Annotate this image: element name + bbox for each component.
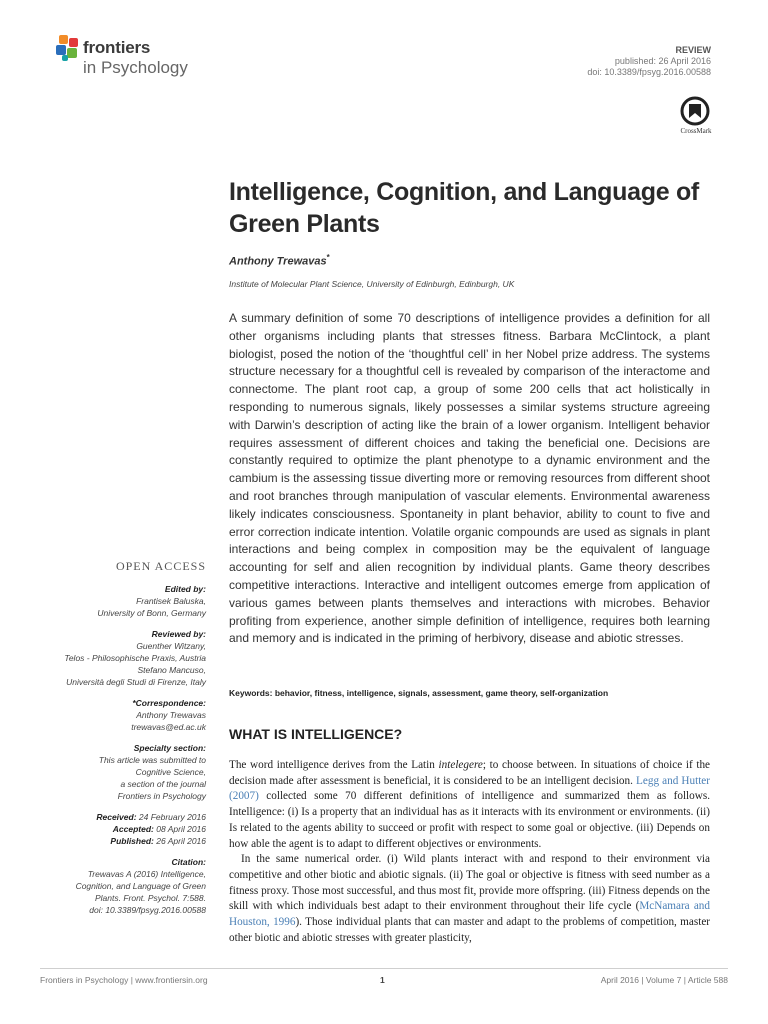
correspondence-block bbox=[40, 697, 206, 733]
accepted-date: Accepted: 08 April 2016 bbox=[112, 824, 206, 834]
body-paragraph bbox=[229, 852, 710, 946]
specialty-section-block bbox=[40, 742, 206, 802]
specialty-label: Specialty section: bbox=[133, 743, 206, 753]
published-date-side: Published: 26 April 2016 bbox=[110, 836, 206, 846]
citation-block bbox=[40, 856, 206, 916]
reviewer-affiliation: Università degli Studi di Firenze, Italy bbox=[66, 677, 206, 687]
correspondence-label: *Correspondence: bbox=[132, 698, 206, 708]
dates-block bbox=[40, 811, 206, 847]
page-number: 1 bbox=[380, 975, 385, 985]
text-run: In the same numerical order. (i) Wild plants interact with and respond to their environment via competitive and other biotic and abiotic signals. (ii) The goal or objective is fitness with seed number as a fitness proxy. Those most successful, and thus most fit, provide more offspring. (iii) Fitness depends on the skill with which individuals best adapt to their environment throughout their life cycle ( bbox=[229, 853, 710, 913]
article-type: REVIEW bbox=[675, 45, 711, 55]
journal-brand: frontiers bbox=[83, 38, 151, 57]
reviewer-name: Guenther Witzany, bbox=[136, 641, 206, 651]
citation-line: Cognition, and Language of Green bbox=[75, 881, 206, 891]
journal-logo[interactable] bbox=[56, 33, 216, 81]
author-line[interactable] bbox=[229, 253, 330, 268]
crossmark-icon bbox=[680, 96, 710, 126]
body-text bbox=[229, 758, 710, 946]
text-run: ). Those individual plants that can master and adapt to the problems of competition, master other biotic and abiotic stresses with greater plasticity, bbox=[229, 916, 711, 944]
footer-divider bbox=[40, 968, 728, 969]
body-paragraph bbox=[229, 758, 710, 852]
footer-journal-site[interactable]: Frontiers in Psychology | www.frontiersin.org bbox=[40, 975, 208, 985]
reviewed-by-block bbox=[40, 628, 206, 688]
reviewer-affiliation: Telos - Philosophische Praxis, Austria bbox=[64, 653, 206, 663]
text-run: The word intelligence derives from the Latin bbox=[229, 759, 439, 771]
reviewed-by-label: Reviewed by: bbox=[151, 629, 206, 639]
editor-affiliation: University of Bonn, Germany bbox=[97, 608, 206, 618]
citation-line: Trewavas A (2016) Intelligence, bbox=[87, 869, 206, 879]
received-date: Received: 24 February 2016 bbox=[96, 812, 206, 822]
correspondence-mark: * bbox=[326, 253, 330, 262]
frontiers-logo-icon bbox=[56, 35, 80, 61]
edited-by-block bbox=[40, 583, 206, 619]
crossmark-badge[interactable] bbox=[676, 96, 716, 136]
citation-doi[interactable]: doi: 10.3389/fpsyg.2016.00588 bbox=[89, 905, 206, 915]
doi-link[interactable]: doi: 10.3389/fpsyg.2016.00588 bbox=[587, 67, 711, 77]
article-title: Intelligence, Cognition, and Language of Green Plants bbox=[229, 178, 699, 238]
editor-name: Frantisek Baluska, bbox=[136, 596, 206, 606]
citation-label: Citation: bbox=[171, 857, 206, 867]
latin-term: intelegere bbox=[438, 759, 483, 771]
journal-subtitle: in Psychology bbox=[83, 58, 188, 77]
open-access-label: OPEN ACCESS bbox=[115, 559, 206, 573]
citation-link[interactable]: McNamara and Houston, 1996 bbox=[229, 900, 710, 929]
section-heading: WHAT IS INTELLIGENCE? bbox=[229, 726, 403, 742]
published-date: published: 26 April 2016 bbox=[614, 56, 711, 66]
edited-by-label: Edited by: bbox=[164, 584, 206, 594]
crossmark-label: CrossMark bbox=[680, 127, 712, 135]
citation-line: Plants. Front. Psychol. 7:588. bbox=[94, 893, 206, 903]
text-run: collected some 70 different definitions of intelligence and summarized them as follows. Intelligence: (i) Is a property that an individual has as it interacts with its environment or environments. (ii) Is related to the agents ability to succeed or profit with respect to some goal or objective. (iii) Depends on how able the agent is to adapt to different objectives or environments. bbox=[229, 790, 710, 850]
article-sidebar bbox=[40, 560, 206, 925]
abstract: A summary definition of some 70 descriptions of intelligence provides a definition for all other organisms including plants that stresses fitness. Barbara McClintock, a plant biologist, posed the notion of the ‘thoughtful cell’ in her Nobel prize address. The systems structure necessary for a thoughtful cell is revealed by comparison of the interactome and connectome. The plant root cap, a group of some 200 cells that act holistically in responding to numerous signals, likely possesses a similar systems structure agreeing with Darwin’s description of acting like the brain of a lower organism. Intelligent behavior requires assessment of different choices and taking the beneficial one. Decisions are constantly required to optimize the plant phenotype to a dynamic environment and the cambium is the assessing tissue diverting more or removing resources from different shoot and root branches through manipulation of vascular elements. Environmental awareness likely indicates consciousness. Spontaneity in plant behavior, ability to count to five and error correction indicate intention. Volatile organic compounds are used as signals in plant interactions and being complex in composition may be the equivalent of language accounting for self and alien recognition by individual plants. Game theory describes competitive interactions. Interactive and intelligent outcomes emerge from application of various games between plants themselves and interactions with microbes. Behavior profiting from experience, another simple definition of intelligence, requires both learning and memory and is indicated in the priming of herbivory, disease and abiotic stresses. bbox=[229, 311, 710, 646]
correspondence-name: Anthony Trewavas bbox=[136, 710, 206, 720]
author-name: Anthony Trewavas bbox=[229, 255, 327, 268]
specialty-line: a section of the journal bbox=[120, 779, 206, 789]
correspondence-email[interactable]: trewavas@ed.ac.uk bbox=[131, 722, 206, 732]
specialty-line: Frontiers in Psychology bbox=[117, 791, 206, 801]
specialty-line: Cognitive Science, bbox=[135, 767, 206, 777]
publication-info bbox=[587, 45, 711, 78]
reviewer-name: Stefano Mancuso, bbox=[137, 665, 206, 675]
keywords: Keywords: behavior, fitness, intelligence, signals, assessment, game theory, self-organization bbox=[229, 688, 609, 698]
specialty-line: This article was submitted to bbox=[98, 755, 206, 765]
footer-issue-info: April 2016 | Volume 7 | Article 588 bbox=[600, 975, 728, 985]
affiliation: Institute of Molecular Plant Science, University of Edinburgh, Edinburgh, UK bbox=[229, 279, 515, 289]
text-run: ; to choose between. In situations of choice if the decision made after assessment is beneficial, it is considered to be an intelligent decision. bbox=[229, 759, 710, 787]
citation-link[interactable]: Legg and Hutter (2007) bbox=[229, 774, 710, 803]
